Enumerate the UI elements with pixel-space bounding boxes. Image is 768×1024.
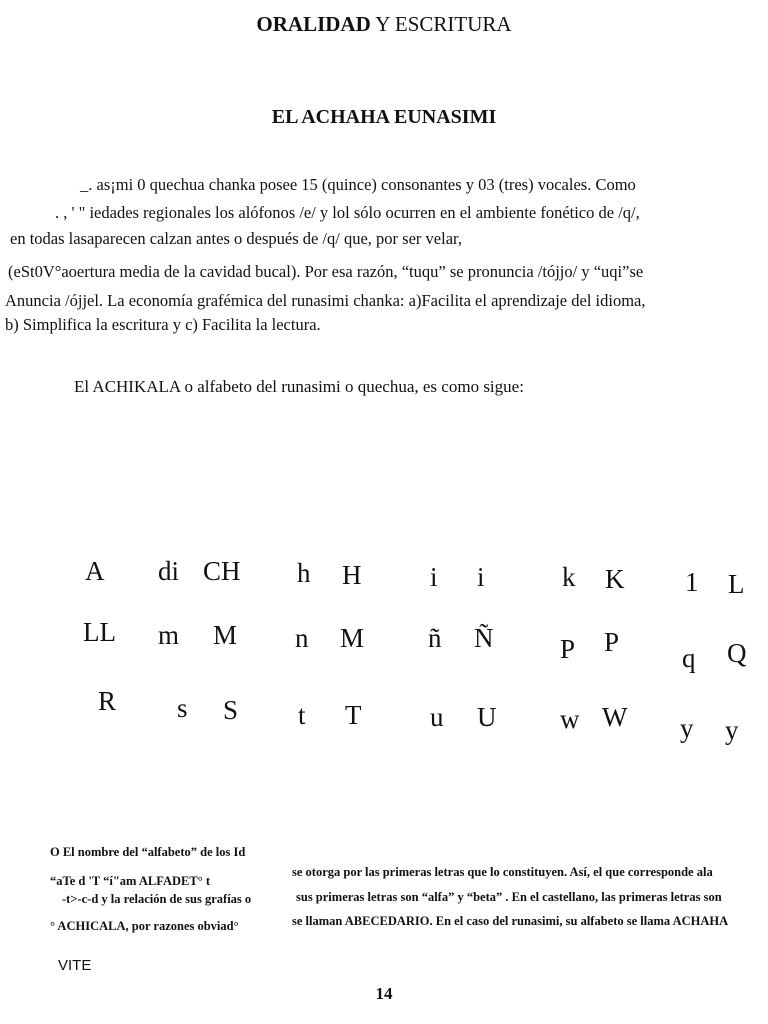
alphabet-letter: 1 (685, 567, 699, 597)
footnote-right-line-1: se otorga por las primeras letras que lo constituyen. Así, el que corresponde ala (292, 865, 713, 879)
alphabet-letter: i (430, 562, 438, 592)
paragraph-line-6: b) Simplifica la escritura y c) Facilita la lectura. (5, 315, 321, 334)
alphabet-letter: di (158, 556, 180, 586)
alphabet-letter: y (725, 715, 739, 745)
alphabet-letter: P (604, 627, 620, 657)
alphabet-letter: T (345, 700, 362, 730)
alphabet-letter: h (297, 558, 311, 588)
alphabet-letter: n (295, 623, 309, 653)
paragraph-line-4: (eSt0V°aoertura media de la cavidad bucal). Por esa razón, “tuqu” se pronuncia /tójjo/ y “uqi”se (8, 262, 644, 281)
page-title-rest: Y ESCRITURA (370, 12, 512, 36)
alphabet-letter: A (85, 556, 105, 586)
alphabet-letter: k (562, 562, 576, 592)
alphabet-letter: CH (203, 556, 241, 586)
alphabet-letter: m (158, 620, 180, 650)
footnote-left-line-2: “aTe d 'T “í"am ALFADET° t (50, 874, 210, 888)
alphabet-letter: ñ (428, 623, 442, 653)
paragraph-line-5: Anuncia /ójjel. La economía grafémica del runasimi chanka: a)Facilita el aprendizaje del idioma, (5, 291, 646, 310)
footnote-right-line-2: sus primeras letras son “alfa” y “beta” . En el castellano, las primeras letras son (296, 890, 722, 904)
page-title-bold: ORALIDAD (256, 12, 371, 36)
alphabet-letter: y (680, 713, 694, 743)
alphabet-letter: K (605, 564, 625, 594)
alphabet-letter: q (682, 643, 696, 673)
alphabet-letter: H (342, 560, 362, 590)
footnote-right-line-3: se llaman ABECEDARIO. En el caso del runasimi, su alfabeto se llama ACHAHA (292, 914, 729, 928)
paragraph-line-2: . , ' " iedades regionales los alófonos /e/ y lol sólo ocurren en el ambiente fonético de /q/, (55, 203, 640, 222)
alphabet-letter: Q (727, 638, 747, 668)
alphabet-letter: L (728, 569, 745, 599)
alphabet-letter: Ñ (474, 623, 494, 653)
alphabet-letter: P (560, 634, 576, 664)
footnote-stray-text: VITE (58, 957, 92, 974)
section-title: EL ACHAHA EUNASIMI (271, 106, 497, 128)
footnote-left-line-4: ° ACHICALA, por razones obviad° (50, 919, 239, 933)
alphabet-intro: El ACHIKALA o alfabeto del runasimi o quechua, es como sigue: (74, 377, 524, 396)
paragraph-line-1: _. as¡mi 0 quechua chanka posee 15 (quince) consonantes y 03 (tres) vocales. Como (80, 175, 636, 194)
alphabet-letter: i (477, 562, 485, 592)
alphabet-letter: S (223, 695, 239, 725)
alphabet-letter: M (213, 620, 238, 650)
page-title (0, 12, 768, 37)
alphabet-letter: W (602, 702, 628, 732)
alphabet-letter: u (430, 702, 444, 732)
footnote-left-line-3: -t>-c-d y la relación de sus grafías o (62, 892, 252, 906)
alphabet-letter: R (98, 686, 117, 716)
alphabet-letter: M (340, 623, 365, 653)
alphabet-letter: w (560, 704, 580, 734)
alphabet-letter: LL (83, 617, 116, 647)
alphabet-letter: s (177, 693, 188, 723)
alphabet-letter: t (298, 700, 306, 730)
paragraph-line-3: en todas lasaparecen calzan antes o después de /q/ que, por ser velar, (10, 229, 462, 248)
page-number: 14 (375, 984, 393, 1003)
footnote-left-line-1: O El nombre del “alfabeto” de los Id (50, 845, 246, 859)
alphabet-letter: U (477, 702, 497, 732)
